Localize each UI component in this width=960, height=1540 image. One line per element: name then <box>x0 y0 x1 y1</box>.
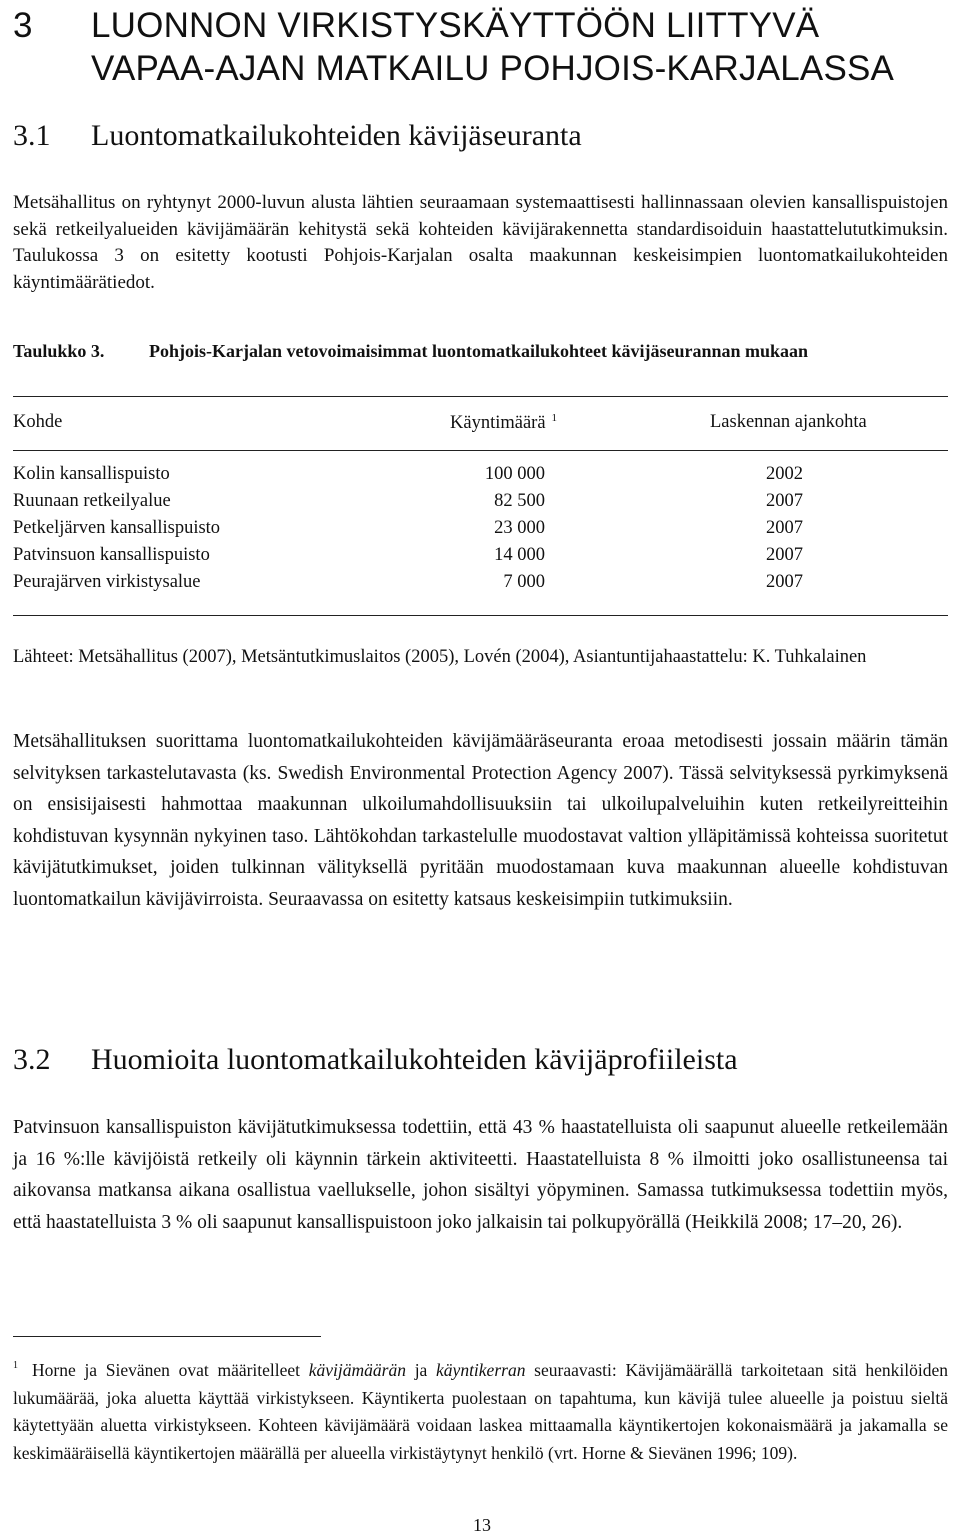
section-title: Luontomatkailukohteiden kävijäseuranta <box>91 119 582 152</box>
body-paragraph: Patvinsuon kansallispuiston kävijätutkimuksessa todettiin, että 43 % haastatelluista oli saapunut alueelle retkeilemään ja 16 %:lle kävijöistä retkeily oli käynnin tärkein aktiviteetti. Haastatelluista 8 % ilmoitti joko osallistuneensa tai aikovansa matkansa aikana osallistua vaellukselle, johon sisältyi yöpyminen. Samassa tutkimuksessa todettiin myös, että haastatelluista 3 % oli saapunut kansallispuistoon joko jalkaisin tai polkupyörällä (Heikkilä 2008; 17–20, 26). <box>13 1117 948 1233</box>
table-bottom-rule <box>13 615 948 616</box>
chapter-title: LUONNON VIRKISTYSKÄYTTÖÖN LIITTYVÄ VAPAA-AJAN MATKAILU POHJOIS-KARJALASSA <box>91 6 895 88</box>
table-sources: Lähteet: Metsähallitus (2007), Metsäntutkimuslaitos (2005), Lovén (2004), Asiantuntijahaastattelu: K. Tuhkalainen <box>13 647 867 667</box>
footnote <box>13 1352 948 1467</box>
cell-kohde: Kolin kansallispuisto <box>13 464 170 484</box>
cell-kayntimaara: 7 000 <box>503 572 545 592</box>
cell-kayntimaara: 82 500 <box>494 491 545 511</box>
table-caption-text: Pohjois-Karjalan vetovoimaisimmat luontomatkailukohteet kävijäseurannan mukaan <box>149 341 809 361</box>
chapter-number: 3 <box>13 6 33 45</box>
cell-ajankohta: 2002 <box>766 464 803 484</box>
section-title: Huomioita luontomatkailukohteiden kävijäprofiileista <box>91 1043 738 1076</box>
table-header-kayntimaara-text: Käyntimäärä <box>450 413 546 433</box>
body-paragraph: Metsähallituksen suorittama luontomatkailukohteiden kävijämääräseuranta eroaa metodisesti jossain määrin tämän selvityksen tarkastelutavasta (ks. Swedish Environmental Protection Agency 2007). Tässä selvityksessä pyrkimyksenä on ensisijaisesti hahmottaa maakunnan ulkoilumahdollisuuksiin tai ulkoilupalveluihin kuten retkeilyreitteihin kohdistuvan kysynnän nykyinen taso. Lähtökohdan tarkastelulle muodostavat valtion ylläpitämissä kohteissa suoritetut kävijätutkimukset, joiden tulkinnan välityksellä pyritään muodostamaan kuva maakunnan alueelle kohdistuvan luontomatkailun kävijävirroista. Seuraavassa on esitetty katsaus keskeisimpiin tutkimuksiin. <box>13 731 948 910</box>
footnote-reference: 1 <box>551 412 558 424</box>
table-row <box>13 464 948 491</box>
table-top-rule <box>13 396 948 397</box>
table-header-ajankohta: Laskennan ajankohta <box>710 412 867 432</box>
cell-ajankohta: 2007 <box>766 491 803 511</box>
table-label: Taulukko 3. <box>13 341 105 361</box>
table-row <box>13 572 948 599</box>
cell-kayntimaara: 14 000 <box>494 545 545 565</box>
table-header-kohde: Kohde <box>13 412 63 432</box>
table-row <box>13 491 948 518</box>
intro-paragraph: Metsähallitus on ryhtynyt 2000-luvun alusta lähtien seuraamaan systemaattisesti hallinnassaan olevien kansallispuistojen sekä retkeilyalueiden kävijämäärän kehitystä sekä kohteiden kävijärakennetta standardisoiduin haastattelututkimuksin. Taulukossa 3 on esitetty kootusti Pohjois-Karjalan osalta maakunnan keskeisimpien luontomatkailukohteiden käyntimäärätiedot. <box>13 192 948 293</box>
footnote-mark: 1 <box>13 1360 18 1371</box>
cell-kohde: Petkeljärven kansallispuisto <box>13 518 221 538</box>
footnote-term-kayntikerta: käyntikerran <box>436 1360 526 1380</box>
table-row <box>13 545 948 572</box>
table-header-kayntimaara <box>450 412 557 434</box>
cell-kayntimaara: 23 000 <box>494 518 545 538</box>
footnote-separator <box>13 1336 321 1337</box>
cell-kohde: Patvinsuon kansallispuisto <box>13 545 210 565</box>
cell-ajankohta: 2007 <box>766 518 803 538</box>
section-number: 3.1 <box>13 119 51 152</box>
footnote-text-start: Horne ja Sievänen ovat määritelleet <box>32 1360 309 1380</box>
cell-ajankohta: 2007 <box>766 572 803 592</box>
cell-kayntimaara: 100 000 <box>484 464 545 484</box>
cell-ajankohta: 2007 <box>766 545 803 565</box>
footnote-text-rest: seuraavasti: Kävijämäärällä tarkoitetaan sitä henkilöiden lukumäärää, joka aluetta käyttää virkistykseen. Käyntikerta puolestaan on tapahtuma, kun kävijä tulee alueelle ja poistuu sieltä käytettyään aluetta virkistykseen. Kohteen kävijämäärä voidaan laskea mittaamalla käyntikertojen kokonaismäärä ja jakamalla se keskimääräisellä käyntikertojen määrällä per alueella virkistäytynyt henkilö (vrt. Horne & Sievänen 1996; 109). <box>13 1360 948 1463</box>
footnote-text-and: ja <box>405 1360 437 1380</box>
cell-kohde: Peurajärven virkistysalue <box>13 572 201 592</box>
cell-kohde: Ruunaan retkeilyalue <box>13 491 171 511</box>
table-header-rule <box>13 450 948 451</box>
table-row <box>13 518 948 545</box>
page-number: 13 <box>473 1515 491 1535</box>
footnote-term-kavijamaara: kävijämäärän <box>308 1360 406 1380</box>
section-number: 3.2 <box>13 1043 51 1076</box>
